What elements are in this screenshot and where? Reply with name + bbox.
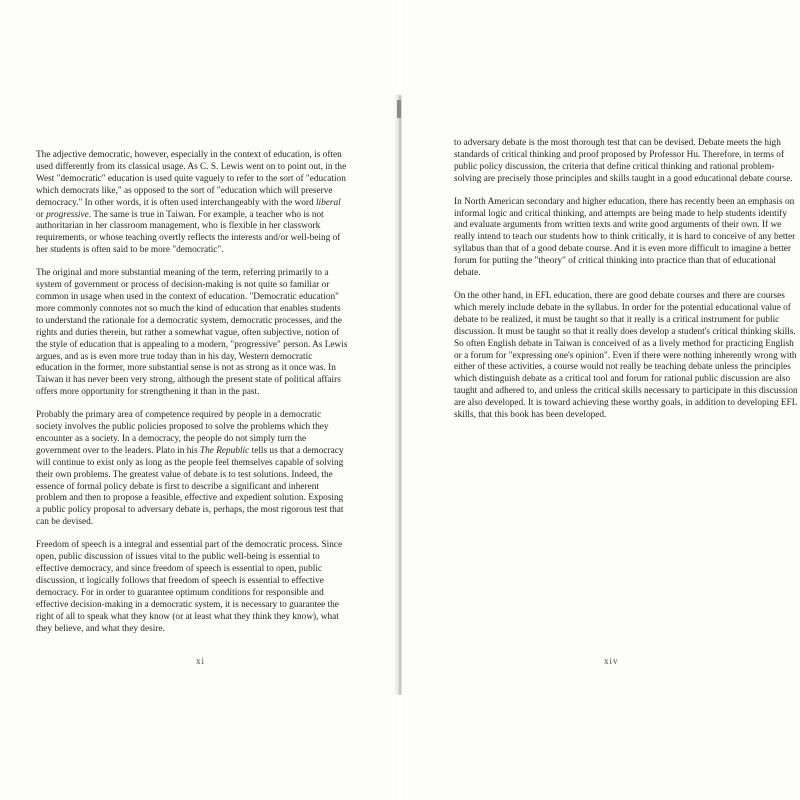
left-page xyxy=(0,0,398,800)
paragraph: In North American secondary and higher education, there has recently been an emphasis on informal logic and critical thinking, and attempts are being made to help students identify and evaluate arguments from written texts and write good arguments of their own. If we really intend to teach our students how to think critically, it is hard to conceive of any better syllabus than that of a good debate course. And it is even more difficult to imagine a better forum for putting the "theory" of critical thinking into practice than that of educational debate. xyxy=(454,196,796,279)
paragraph: Freedom of speech is a integral and essential part of the democratic process. Since open, public discussion of issues vital to the public well-being is essential to effective democracy, and since freedom of speech is essential to open, public discussion, ιt logically follows that freedom of speech is essential to effective democracy. For in order to guarantee optimum conditions for responsible and effective decision-making in a democratic system, it is necessary to guarantee the right of all to speak what they know (or at least what they think they know), what they believe, and what they desire. xyxy=(36,540,343,634)
paragraph: The original and more substantial meaning of the term, referring primarily to a system of government or process of decision-making is not quite so familiar or common in usage when used in the context of education. "Democratic education" more commonly connotes not so much the kind of education that enables students to understand the rationale for a democratic system, democratic processes, and the rights and duties therein, but rather a somewhat vague, often subjective, notion of the style of education that is appealing to a modern, "progressive" person. As Lewis argues, and as is even more true today than in his day, Western democratic education in the former, more substantial sense is not as strong as it once was. In Taiwan it has never been very strong, although the present state of political affairs offers more opportunity for strengthening it than in the past. xyxy=(36,268,348,398)
page-number: xiv xyxy=(604,656,619,666)
paragraph: On the other hand, in EFL education, there are good debate courses and there are courses which merely include debate in the syllabus. In order for the potential educational value of debate to be realized, it must be taught so that it really is a critical instrument for public discussion. It must be taught so that it really does develop a student's critical thinking skills. So often English debate in Taiwan is conceived of as a lively method for practicing English or a forum for "expressing one's opinion". Even if there were nothing inherently wrong with either of these activities, a course would not really be teaching debate unless the principles which distinguish debate as a critical tool and forum for rational public discussion are also taught and adhered to, and unless the critical skills necessary to participate in this discussion are also developed. It is toward achieving these worthy goals, in addition to developing EFL skills, that this book has been developed. xyxy=(454,290,798,421)
paragraph: The adjective democratic, however, especially in the context of education, is often used differently from its classical usage. As C. S. Lewis went on to point out, in the West "democratic" education is used quite vaguely to refer to the sort of "education which democrats like," as opposed to the sort of "education which will preserve democracy." In other words, it is often used interchangeably with the word liberal or progressive. The same is true in Taiwan. For example, a teacher who is not authoritarian in her classroom management, who is flexible in her classwork requirements, or whose teaching overtly reflects the interests and/or well-being of her students is often said to be more "democratic". xyxy=(36,150,347,256)
left-page-body xyxy=(36,150,348,646)
page-number: xi xyxy=(196,656,206,666)
binding-shadow xyxy=(397,100,401,118)
right-page-body xyxy=(454,138,798,433)
paragraph: to adversary debate is the most thorough test that can be devised. Debate meets the high standards of critical thinking and proof proposed by Professor Hu. Therefore, in terms of public policy discussion, the criteria that define critical thinking and rational problem-solving are precisely those principles and skills taught in a good educational debate course. xyxy=(454,138,793,184)
paragraph: Probably the primary area of competence required by people in a democratic society involves the public policies proposed to solve the problems which they encounter as a society. In a democracy, the people do not simply turn the government over to the leaders. Plato in his The Republic tells us that a democracy will continue to exist only as long as the people feel themselves capable of solving their own problems. The greatest value of debate is to test solutions. Indeed, the essence of formal policy debate is first to describe a significant and inherent problem and then to propose a feasible, effective and expedient solution. Exposing a public policy proposal to adversary debate is, perhaps, the most rigorous test that can be devised. xyxy=(36,410,344,528)
